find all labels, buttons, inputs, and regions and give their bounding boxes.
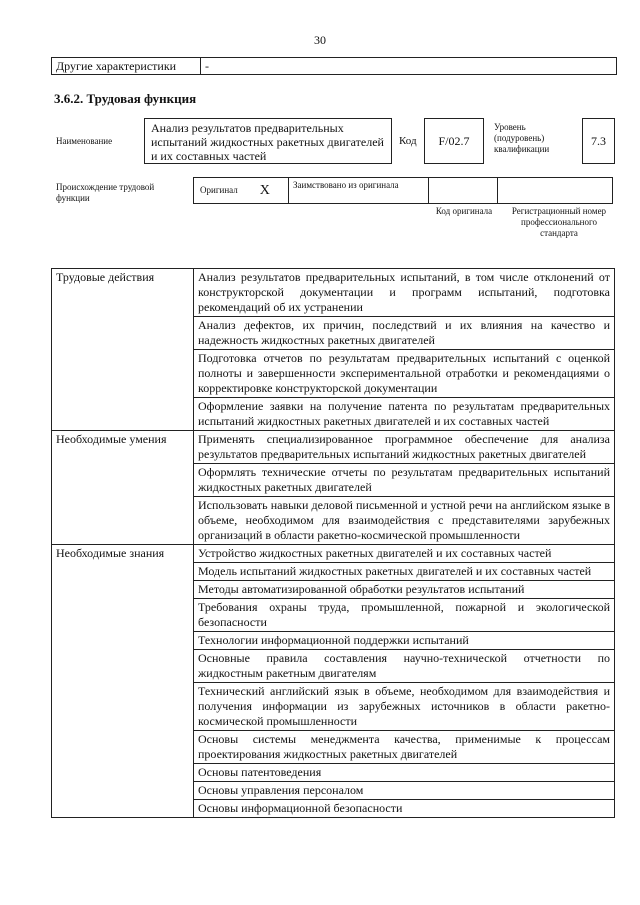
section-item: Основы информационной безопасности bbox=[194, 800, 615, 818]
section-item: Технологии информационной поддержки испытаний bbox=[194, 632, 615, 650]
section-item: Основы патентоведения bbox=[194, 764, 615, 782]
section-item: Оформлять технические отчеты по результатам предварительных испытаний жидкостных ракетных двигателей bbox=[194, 464, 615, 497]
table-row bbox=[52, 545, 615, 563]
level-label: Уровень (подуровень) квалификации bbox=[494, 122, 550, 154]
section-item: Основы управления персоналом bbox=[194, 782, 615, 800]
section-item: Технический английский язык в объеме, необходимом для взаимодействия и получения информации из зарубежных источников в области ракетно-космической промышленности bbox=[194, 683, 615, 731]
other-characteristics-label: Другие характеристики bbox=[52, 58, 201, 74]
section-heading: 3.6.2. Трудовая функция bbox=[54, 91, 197, 106]
reg-number-cell bbox=[497, 177, 613, 204]
section-item: Основные правила составления научно-технической отчетности по жидкостным ракетным двигателям bbox=[194, 650, 615, 683]
code-label: Код bbox=[399, 135, 417, 147]
section-item: Применять специализированное программное обеспечение для анализа результатов предварительных испытаний жидкостных ракетных двигателей bbox=[194, 431, 615, 464]
section-label: Необходимые умения bbox=[52, 431, 194, 545]
table-row bbox=[52, 269, 615, 317]
original-mark: X bbox=[259, 182, 270, 198]
section-item: Анализ результатов предварительных испытаний, в том числе отклонений от конструкторской документации и программ испытаний, подготовка рекомендаций об их устранении bbox=[194, 269, 615, 317]
section-item: Модель испытаний жидкостных ракетных двигателей и их составных частей bbox=[194, 563, 615, 581]
function-name: Анализ результатов предварительных испытаний жидкостных ракетных двигателей и их составных частей bbox=[144, 118, 392, 164]
section-label: Необходимые знания bbox=[52, 545, 194, 818]
name-label: Наименование bbox=[56, 136, 113, 146]
section-label: Трудовые действия bbox=[52, 269, 194, 431]
other-characteristics-row bbox=[51, 57, 617, 75]
section-item: Методы автоматизированной обработки результатов испытаний bbox=[194, 581, 615, 599]
page-number: 30 bbox=[314, 33, 326, 47]
other-characteristics-value: - bbox=[205, 59, 209, 73]
borrowed-cell: Заимствовано из оригинала bbox=[288, 177, 429, 204]
origin-label: Происхождение трудовой функции bbox=[56, 182, 155, 203]
function-code: F/02.7 bbox=[424, 118, 484, 164]
function-details-table bbox=[51, 268, 615, 818]
section-item: Основы системы менеджмента качества, применимые к процессам проектирования жидкостных ракетных двигателей bbox=[194, 731, 615, 764]
original-code-cell bbox=[428, 177, 498, 204]
section-item: Подготовка отчетов по результатам предварительных испытаний с оценкой полноты и завершенности экспериментальной отработки и рекомендациями о корректировке конструкторской документации bbox=[194, 350, 615, 398]
section-item: Использовать навыки деловой письменной и устной речи на английском языке в объеме, необходимом для взаимодействия с представителями зарубежных организаций в области ракетно-космической промышленности bbox=[194, 497, 615, 545]
section-item: Требования охраны труда, промышленной, пожарной и экологической безопасности bbox=[194, 599, 615, 632]
section-item: Анализ дефектов, их причин, последствий и их влияния на качество и надежность жидкостных ракетных двигателей bbox=[194, 317, 615, 350]
table-row bbox=[52, 431, 615, 464]
reg-number-caption: Регистрационный номер профессионального стандарта bbox=[511, 206, 607, 238]
qualification-level: 7.3 bbox=[582, 118, 615, 164]
original-code-caption: Код оригинала bbox=[435, 206, 493, 216]
section-item: Оформление заявки на получение патента по результатам предварительных испытаний жидкостных ракетных двигателей и их составных частей bbox=[194, 398, 615, 431]
original-label: Оригинал bbox=[200, 185, 238, 195]
origin-row bbox=[193, 177, 615, 204]
original-cell bbox=[193, 177, 289, 204]
section-item: Устройство жидкостных ракетных двигателей и их составных частей bbox=[194, 545, 615, 563]
